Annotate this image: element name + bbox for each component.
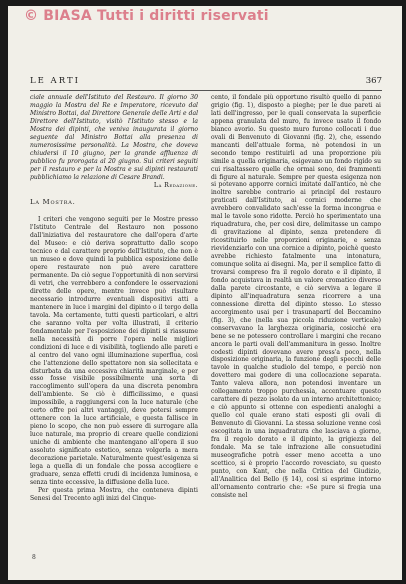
- body-paragraph: I criteri che vengono seguiti per le Mostre presso l'Istituto Centrale del Restauro non possono dall'iniziativa del restauratore che dall'opera d'arte del Museo: e ciò deriva soprattutto dallo scopo tecnico e dal carattere proprio dell'Istituto, che non è un museo e dove quindi la pubblica esposizione delle opere restaurate non può avere carattere permanente. Da ciò segue l'opportunità di non servirsi di vetri, che verrebbero a confondere le osservazioni dirette delle opere, mentre invece può risultare necessario introdurre eventuali dispositivi atti a mantenere in luce i margini del dipinto o il tergo della tavola. Ma certamente, tutti questi particolari, e altri che saranno volta per volta illustrati, il criterio fondamentale per l'esposizione dei dipinti si riassume nella necessità di porre l'opera nelle migliori condizioni di luce e di visibilità, togliendo alle pareti e al centro del vano ogni illuminazione superflua, così che l'attenzione dello spettatore non sia sollecitata e disturbata da una eccessiva chiarità marginale, e per esso fosse visibile possibilmente una sorta di raccoglimento sull'opera da una discreta penombra dell'ambiente. Se ciò è difficilissimo, e quasi impossibile, a raggiungersi con la luce naturale (che certo offre poi altri vantaggi), deve potersi sempre ottenere con la luce artificiale, e questa fallisce in pieno lo scopo, che non può essere di surrogare alla luce naturale, ma proprio di creare quelle condizioni uniche di ambiente che mantengano all'opera il suo assoluto significato estetico, senza volgerla a mera decorazione parietale. Naturalmente quest'esigenza si lega a quella di un fondale che possa accogliere e graduare, senza effetti crudi di incidenza luminosa, e senza tinte eccessive, la diffusione della luce.: [30, 216, 198, 486]
- footer-number: 8: [32, 554, 36, 561]
- watermark: © BIASA Tutti i diritti riservati: [24, 8, 269, 24]
- editorial-note: ciale annuale dell'Istituto del Restauro. Il giorno 30 maggio la Mostra del Re e Imperatore, ricevuto dal Ministro Bottai, dal Direttore Generale delle Arti e dal Direttore dell'Istituto, visitò l'Istituto stesso e la Mostra dei dipinti, che veniva inaugurata il giorno seguente dal Ministro Bottai alla presenza di numerosissime personalità. La Mostra, che doveva chiudersi il 10 giugno, per la grande affluenza di pubblico fu prorogata al 20 giugno. Sui criteri seguiti per il restauro e per la Mostra e sui dipinti restaurati pubblichiamo la relazione di Cesare Brandi.: [30, 94, 198, 181]
- running-header: [30, 76, 382, 91]
- journal-title: LE ARTI: [30, 76, 80, 86]
- body-paragraph: Per questa prima Mostra, che conteneva dipinti Senesi del Trecento agli inizi del Cinque-: [30, 486, 198, 502]
- editorial-signature: La Redazione.: [153, 182, 198, 190]
- section-heading: La Mostra.: [30, 198, 76, 207]
- page-number: 367: [365, 76, 382, 86]
- document-page: [8, 6, 402, 580]
- left-column: [30, 94, 198, 503]
- right-column: [211, 94, 381, 500]
- body-paragraph: cento, il fondale più opportuno risultò quello di panno grigio (fig. 1), disposto a pieghe; per le due pareti ai lati dell'ingresso, per le quali conservata la superficie appena granulata del muro, fu invece usato il fondo bianco avorio. Su questo muro furono collocati i due ovali di Benvenuto di Giovanni (fig. 2), che, essendo mancanti dell'attuale forma, nè potendosi in un secondo tempo restituirli ad una proporzione più simile a quella originaria, esigevano un fondo rigido su cui risaltassero quelle che ormai sono, dei frammenti di figure al naturale. Sempre per questa esigenza non si potevano apporre cornici imitate dall'antico, nè che inoltre sarebbe contrario ai principî del restauro praticati dall'Istituto, ai cornici moderne che avrebbero convalidato sach'esse la forma incongrua e mal le tavole sono ridotte. Perciò ho sperimentato una riquadratura, che, per così dire, delimitasse un campo di gravitazione al dipinto, senza pretendere di ricostituirlo nelle proporzioni originarie, e senza rievidenziarlo con una cornice a dipinto, poichè questo avrebbe richiesto fatalmente una intonatura, comunque solita ai disegni. Ma, per il semplice fatto di trovarsi compreso fra il regolo dorato e il dipinto, il fondo acquistava in realtà un valore cromatico diverso dalla parete circostante, e ciò serviva a legare il dipinto all'inquadratura senza ricorrere a una connessione diretta del dipinto stesso. Lo stesso accorgimento usai per i trasunapartí del Beccamino (fig. 3), che (nella sua piccola riduzione verticale) conservavano la larghezza originaria, cosicché era bene se ne potessero controllare i margini che recano ancora le parti ovali dell'ammanitura in gesso. Inoltre codesti dipinti dovevano avere press'a poco, nella disposizione originaria, la funzione degli specchi delle tavole in qualche studiolo del tempo, e perciò non dovettero mai godere di una collocazione separata. Tanto valeva allora, non potendosi inventare un collegamento troppo purchessia, accentuare questo carattere di pezzo isolato da un interno architettonico; e ciò appunto si ottenne con espedienti analoghi a quello col quale erano stati esposti gli ovali di Benvenuto di Giovanni. La stessa soluzione venne così escogitata in una inquadratura che lasciava a giorno, fra il regolo dorato e il dipinto, la grigiezza del fondale. Ma se tale infrazione alle consuetudini museografiche potrà esser meno accetta a uno scettico, si è proprio l'accordo rovesciato, su questo punto, con Kant, che nella Critica del Giudizio, all'Analitica del Bello (§ 14), così si esprime intorno all'ornamento contrario che: «Se pure si fregia una consiste nel: [211, 94, 381, 499]
